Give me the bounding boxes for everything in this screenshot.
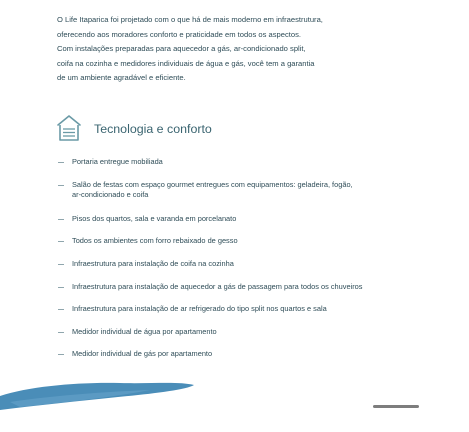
dash-bullet (58, 264, 64, 265)
dash-bullet (58, 241, 64, 242)
list-item: Portaria entregue mobiliada (58, 157, 458, 168)
list-item: Medidor individual de gás por apartamento (58, 349, 458, 360)
intro-line: O Life Itaparica foi projetado com o que há de mais moderno em infraestrutura, (57, 15, 323, 24)
dash-bullet (58, 162, 64, 163)
list-item: Todos os ambientes com forro rebaixado de gesso (58, 236, 458, 247)
list-item: Infraestrutura para instalação de aquecedor a gás de passagem para todos os chuveiros (58, 282, 458, 293)
intro-paragraph (57, 13, 437, 86)
list-item: Infraestrutura para instalação de coifa na cozinha (58, 259, 458, 270)
section-header (56, 113, 296, 147)
intro-line: oferecendo aos moradores conforto e praticidade em todos os aspectos. (57, 29, 301, 39)
list-item: Pisos dos quartos, sala e varanda em porcelanato (58, 214, 458, 225)
dash-bullet (58, 332, 64, 333)
list-item: Medidor individual de água por apartamento (58, 327, 458, 338)
intro-line: Com instalações preparadas para aquecedor a gás, ar-condicionado split, (57, 44, 306, 54)
dash-bullet (58, 309, 64, 310)
brush-stroke-decoration (0, 372, 200, 412)
dash-bullet (58, 354, 64, 355)
dash-bullet (58, 287, 64, 288)
list-item: Salão de festas com espaço gourmet entregues com equipamentos: geladeira, fogão, ar-condicionado e coifa (58, 180, 458, 201)
dash-bullet (58, 219, 64, 220)
list-item: Infraestrutura para instalação de ar refrigerado do tipo split nos quartos e sala (58, 304, 458, 315)
house-icon (56, 113, 82, 143)
dash-bullet (58, 185, 64, 186)
section-title: Tecnologia e conforto (94, 122, 212, 136)
features-list (58, 157, 458, 360)
intro-line: de um ambiente agradável e eficiente. (57, 73, 186, 83)
home-indicator[interactable] (373, 405, 419, 408)
intro-line: coifa na cozinha e medidores individuais de água e gás, você tem a garantia (57, 58, 315, 68)
